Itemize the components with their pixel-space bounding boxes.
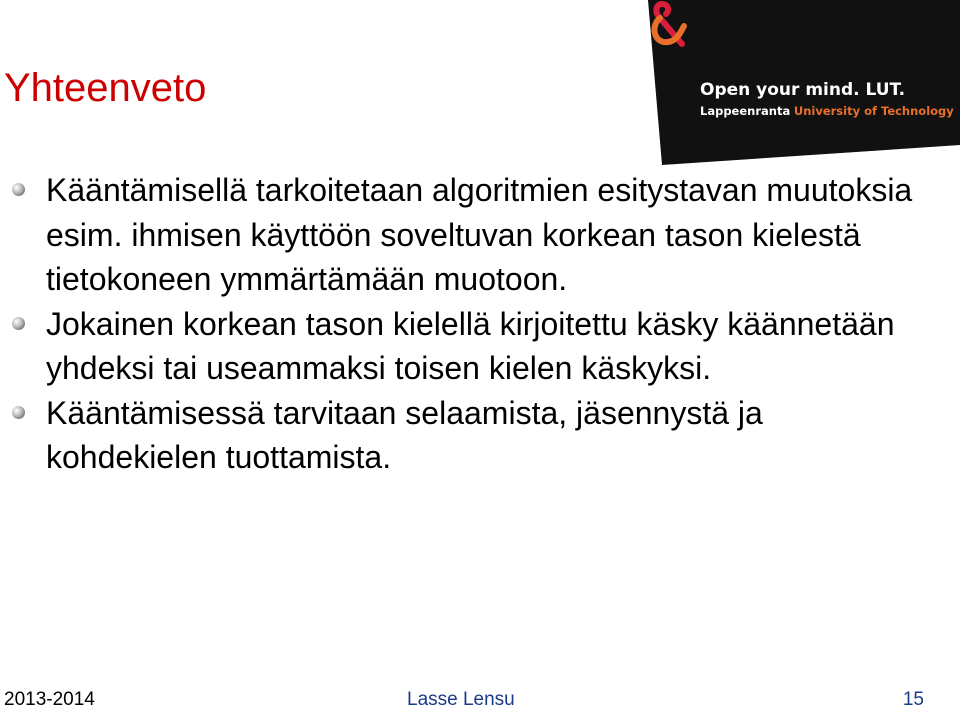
logo-tagline: Open your mind. LUT. <box>700 80 906 100</box>
bullet-list <box>10 168 940 480</box>
ampersand-logo-icon <box>648 0 694 50</box>
bullet-icon <box>12 317 25 330</box>
logo-university-name <box>700 104 954 118</box>
bullet-text: Jokainen korkean tason kielellä kirjoitettu käsky käännetään yhdeksi tai useammaksi toisen kielen käskyksi. <box>46 305 895 386</box>
bullet-text: Kääntämisessä tarvitaan selaamista, jäsennystä ja kohdekielen tuottamista. <box>46 394 763 475</box>
bullet-text: Kääntämisellä tarkoitetaan algoritmien esitystavan muutoksia esim. ihmisen käyttöön soveltuvan korkean tason kielestä tietokoneen ymmärtämään muotoon. <box>46 172 913 297</box>
footer-date: 2013-2014 <box>4 689 95 710</box>
lut-logo-panel <box>648 0 960 165</box>
footer-page-number: 15 <box>902 689 924 710</box>
bullet-icon <box>12 406 25 419</box>
slide-title: Yhteenveto <box>4 66 207 110</box>
bullet-item <box>10 168 940 302</box>
bullet-item <box>10 302 940 391</box>
footer-author: Lasse Lensu <box>407 689 515 710</box>
bullet-item <box>10 391 940 480</box>
logo-university-city: Lappeenranta <box>700 104 791 118</box>
logo-university-type: University of Technology <box>793 104 954 118</box>
bullet-icon <box>12 183 25 196</box>
